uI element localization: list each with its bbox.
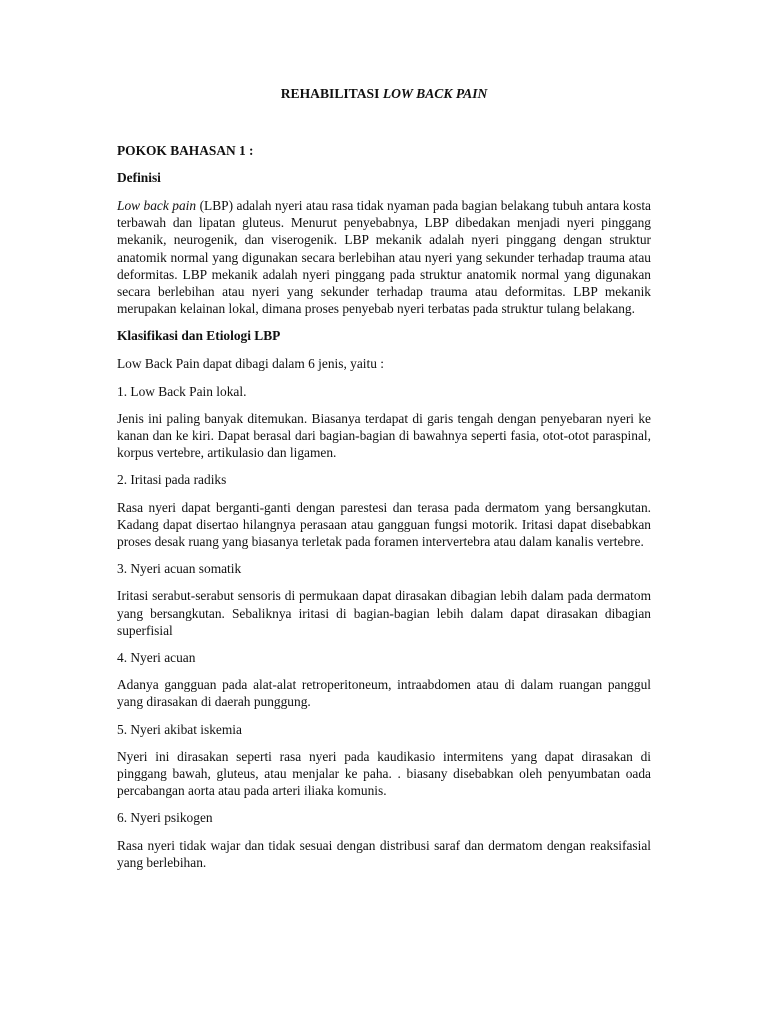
document-page <box>117 86 651 881</box>
item-3-label: 3. Nyeri acuan somatik <box>117 561 242 577</box>
item-1-text: Jenis ini paling banyak ditemukan. Biasanya terdapat di garis tengah dengan penyebaran nyeri ke kanan dan ke kiri. Dapat berasal dari bagian-bagian di bawahnya seperti fasia, otot-otot paraspinal, korpus vertebre, artikulasio dan ligamen. <box>117 410 651 461</box>
item-2-label: 2. Iritasi pada radiks <box>117 472 227 488</box>
item-5-text: Nyeri ini dirasakan seperti rasa nyeri pada kaudikasio intermitens yang dapat dirasakan di pinggang bawah, gluteus, atau menjalar ke paha. . biasany disebabkan oleh penyumbatan oada percabangan aorta atau pada arteri iliaka komunis. <box>117 748 651 799</box>
definisi-heading: Definisi <box>117 170 161 185</box>
item-6-label: 6. Nyeri psikogen <box>117 810 213 826</box>
document-title <box>117 86 651 102</box>
definisi-term: Low back pain <box>117 198 197 213</box>
item-4-text: Adanya gangguan pada alat-alat retroperitoneum, intraabdomen atau di dalam ruangan panggul yang dirasakan di daerah punggung. <box>117 677 651 710</box>
klasifikasi-intro: Low Back Pain dapat dibagi dalam 6 jenis, yaitu : <box>117 356 385 372</box>
definisi-paragraph <box>117 197 651 317</box>
definisi-text: (LBP) adalah nyeri atau rasa tidak nyaman pada bagian belakang tubuh antara kosta terbawah dan lipatan gluteus. Menurut penyebabnya, LBP dibedakan menjadi nyeri pinggang mekanik, neurogenik, dan viserogenik. LBP mekanik adalah nyeri pinggang dengan struktur anatomik normal yang digunakan secara berlebihan atau nyeri yang sekunder terhadap trauma atau deformitas. LBP mekanik adalah nyeri pinggang pada struktur anatomik normal yang digunakan secara berlebihan atau nyeri yang sekunder terhadap trauma atau deformitas. LBP mekanik merupakan kelainan lokal, dimana proses penyebab nyeri terbatas pada struktur tulang belakang. <box>117 198 651 317</box>
item-4-label: 4. Nyeri acuan <box>117 650 196 666</box>
item-6-text: Rasa nyeri tidak wajar dan tidak sesuai dengan distribusi saraf dan dermatom dengan reaksifasial yang berlebihan. <box>117 837 651 870</box>
pokok-bahasan-heading: POKOK BAHASAN 1 : <box>117 143 254 158</box>
klasifikasi-heading: Klasifikasi dan Etiologi LBP <box>117 328 281 344</box>
item-5-label: 5. Nyeri akibat iskemia <box>117 721 242 737</box>
item-2-text: Rasa nyeri dapat berganti-ganti dengan parestesi dan terasa pada dermatom yang bersangkutan. Kadang dapat disertao hilangnya perasaan atau gangguan fungsi motorik. Iritasi dapat disebabkan proses desak ruang yang biasanya terletak pada foramen intervertebra atau dalam kanalis vertebre. <box>117 499 651 550</box>
title-prefix: REHABILITASI <box>280 86 380 101</box>
title-italic: LOW BACK PAIN <box>382 86 488 101</box>
item-1-label: 1. Low Back Pain lokal. <box>117 383 247 399</box>
item-3-text: Iritasi serabut-serabut sensoris di permukaan dapat dirasakan dibagian lebih dalam pada dermatom yang bersangkutan. Sebaliknya iritasi di bagian-bagian lebih dalam dapat dirasakan dibagian superfisial <box>117 588 651 638</box>
